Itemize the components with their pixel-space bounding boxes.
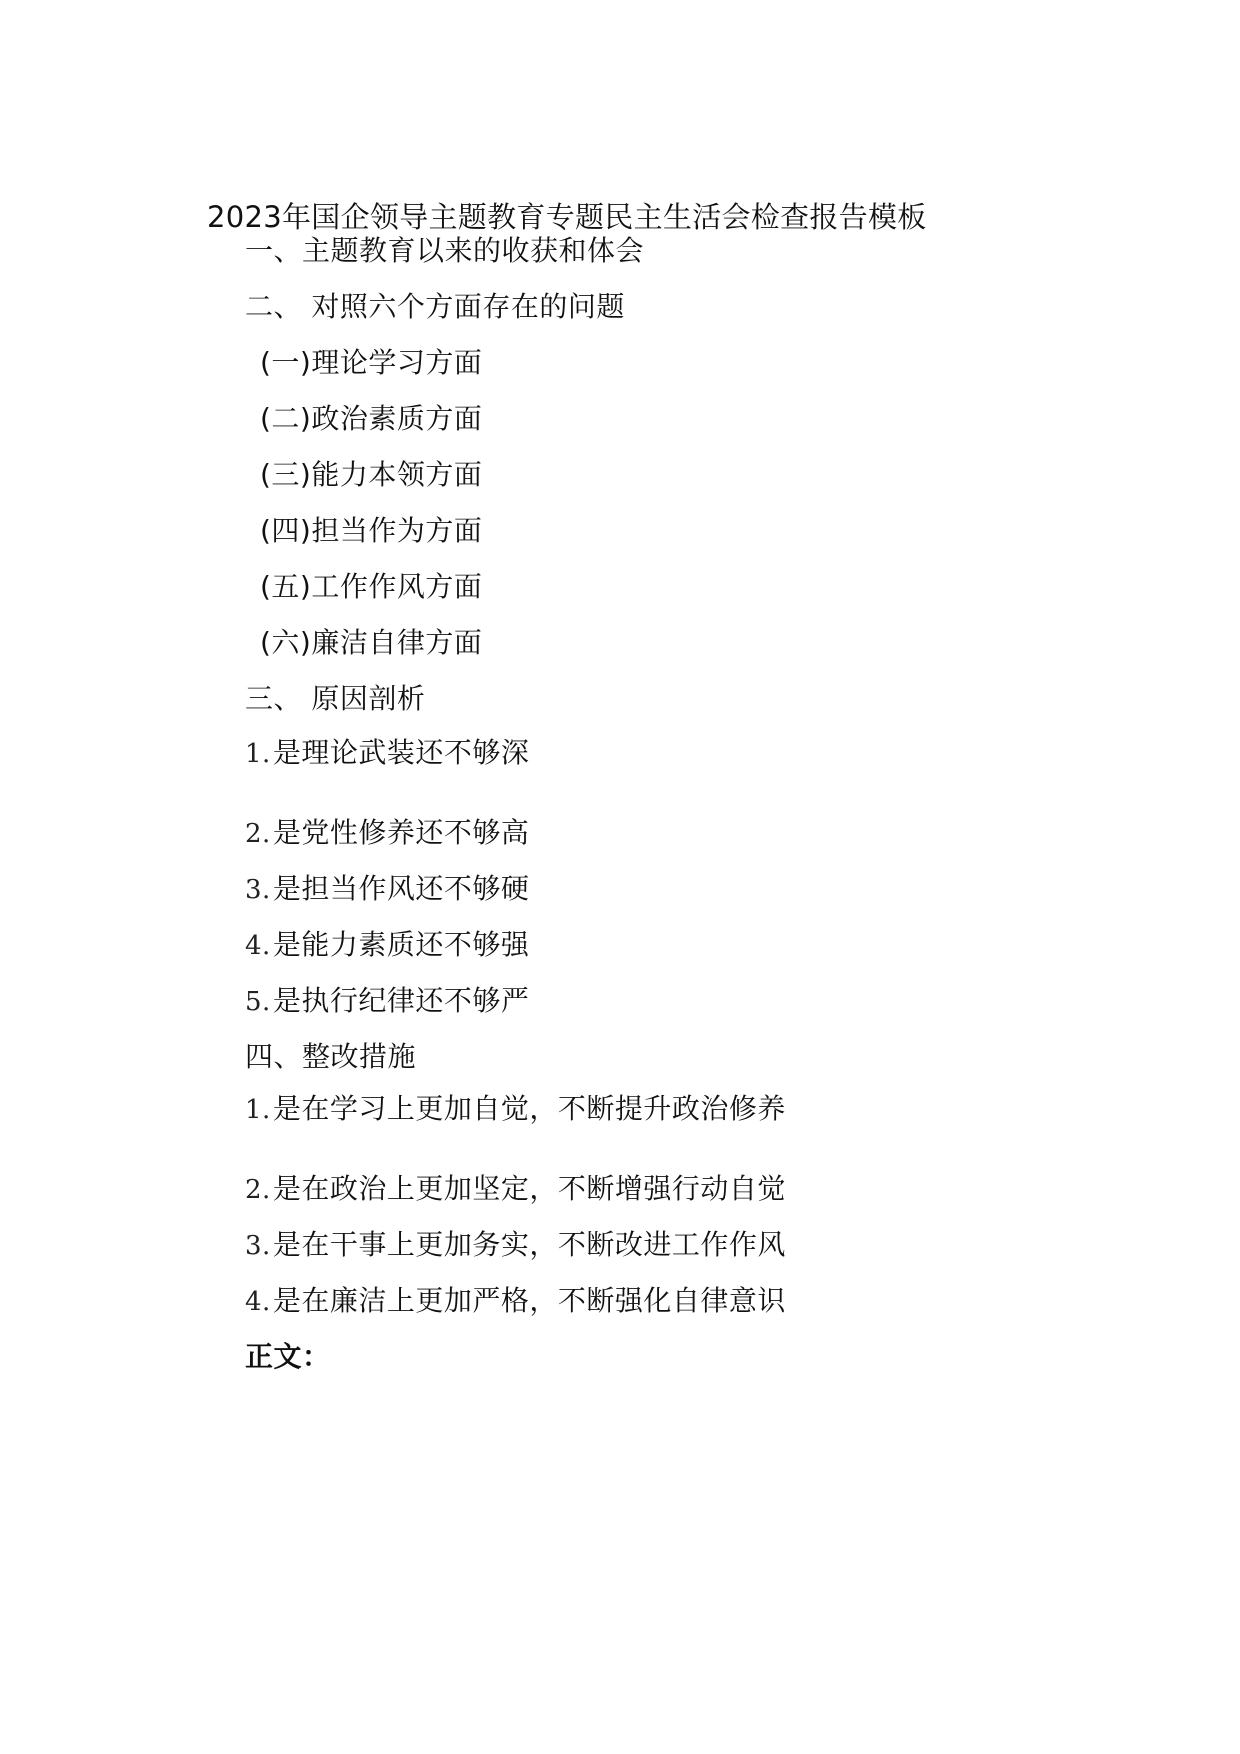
section2-item-1: (一)理论学习方面 xyxy=(260,346,483,379)
item-text: 是能力素质还不够强 xyxy=(272,928,530,961)
section2-item-6: (六)廉洁自律方面 xyxy=(260,626,483,659)
section3-item-2 xyxy=(245,813,529,854)
item-number: 3. xyxy=(245,875,271,905)
section3-item-1 xyxy=(245,733,529,774)
item-number: 3. xyxy=(245,1231,271,1261)
document-title: 2023年国企领导主题教育专题民主生活会检查报告模板 xyxy=(207,200,927,234)
item-text: 是在政治上更加坚定，不断增强行动自觉 xyxy=(272,1172,786,1205)
item-number: 1. xyxy=(245,739,271,769)
section2-item-2: (二)政治素质方面 xyxy=(260,402,483,435)
item-text: 是担当作风还不够硬 xyxy=(272,872,530,905)
item-number: 4. xyxy=(245,1287,271,1317)
section4-item-3 xyxy=(245,1225,786,1266)
section-heading-1: 一、主题教育以来的收获和体会 xyxy=(245,234,645,267)
section2-item-5: (五)工作作风方面 xyxy=(260,570,483,603)
item-text: 是在廉洁上更加严格，不断强化自律意识 xyxy=(272,1284,786,1317)
section-heading-3: 三、 原因剖析 xyxy=(245,682,426,715)
section-heading-4: 四、整改措施 xyxy=(245,1040,417,1073)
section3-item-4 xyxy=(245,925,529,966)
section4-item-2 xyxy=(245,1169,786,1210)
section3-item-5 xyxy=(245,981,529,1022)
section2-item-3: (三)能力本领方面 xyxy=(260,458,483,491)
item-number: 1. xyxy=(245,1095,271,1125)
item-number: 4. xyxy=(245,931,271,961)
item-number: 2. xyxy=(245,1175,271,1205)
section4-item-1 xyxy=(245,1089,786,1130)
body-label: 正文： xyxy=(245,1340,331,1373)
item-text: 是在学习上更加自觉，不断提升政治修养 xyxy=(272,1092,786,1125)
item-text: 是执行纪律还不够严 xyxy=(272,984,530,1017)
item-number: 2. xyxy=(245,819,271,849)
section-heading-2: 二、 对照六个方面存在的问题 xyxy=(245,290,625,323)
item-number: 5. xyxy=(245,987,271,1017)
item-text: 是党性修养还不够高 xyxy=(272,816,530,849)
section4-item-4 xyxy=(245,1281,786,1322)
section3-item-3 xyxy=(245,869,529,910)
item-text: 是理论武装还不够深 xyxy=(272,736,530,769)
section2-item-4: (四)担当作为方面 xyxy=(260,514,483,547)
item-text: 是在干事上更加务实，不断改进工作作风 xyxy=(272,1228,786,1261)
